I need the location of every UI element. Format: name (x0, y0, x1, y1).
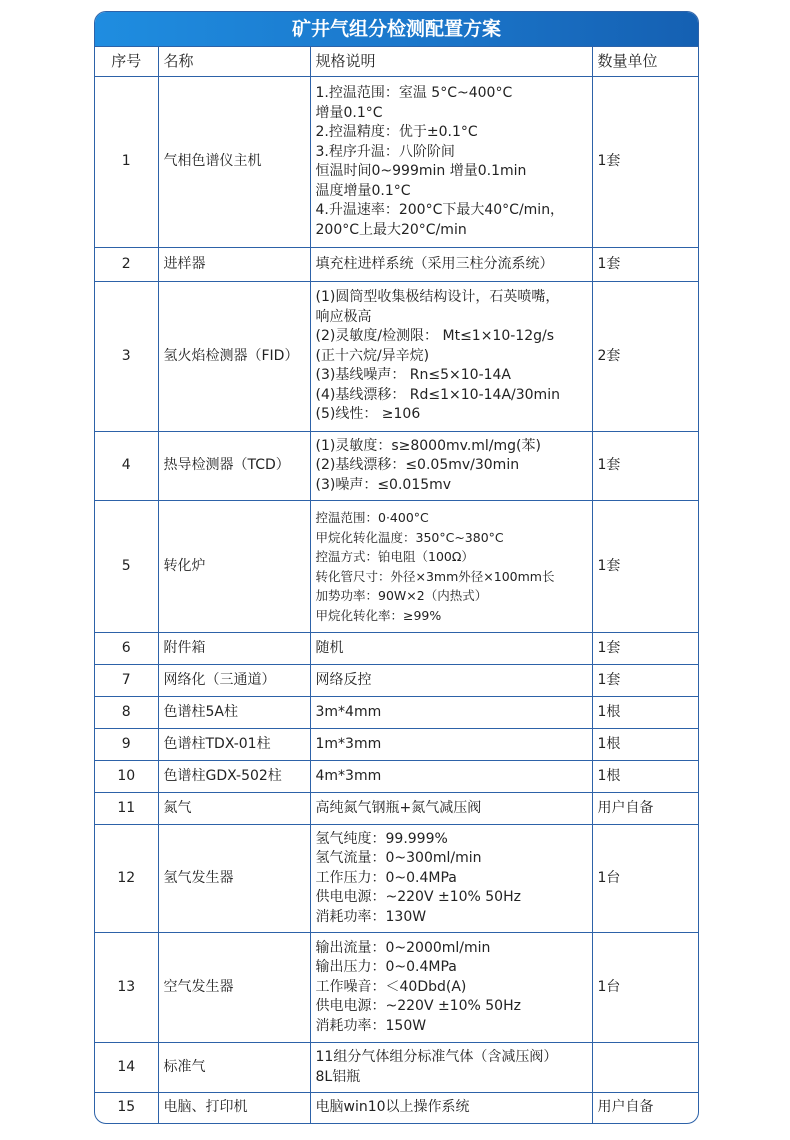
table-row (95, 1043, 698, 1093)
spec-line: 温度增量0.1°C (315, 182, 411, 199)
item-quantity: 用户自备 (592, 793, 698, 825)
spec-line: (3)噪声：≤0.015mv (315, 476, 452, 493)
item-quantity: 1套 (592, 665, 698, 697)
spec-line: 甲烷化转化温度：350°C~380°C (315, 529, 504, 545)
table-row (95, 665, 698, 697)
table-title: 矿井气组分检测配置方案 (95, 12, 698, 46)
spec-line: 控温方式：铂电阻（100Ω） (315, 549, 474, 564)
item-spec (310, 793, 592, 825)
spec-line: 1.控温范围：室温 5°C~400°C (315, 85, 513, 101)
spec-line: (4)基线漂移： Rd≤1×10-14A/30min (315, 386, 560, 403)
row-number: 11 (95, 793, 158, 825)
item-name: 电脑、打印机 (158, 1093, 310, 1123)
table-row (95, 432, 698, 501)
row-number: 3 (95, 282, 158, 432)
row-number: 4 (95, 432, 158, 501)
item-spec (310, 761, 592, 793)
spec-line: 200°C上最大20°C/min (315, 221, 467, 238)
item-quantity: 1根 (592, 761, 698, 793)
item-name: 色谱柱5A柱 (158, 697, 310, 729)
item-spec (310, 501, 592, 633)
item-name: 空气发生器 (158, 933, 310, 1043)
item-name: 进样器 (158, 248, 310, 282)
spec-line: (2)灵敏度/检测限： Mt≤1×10-12g/s (315, 328, 555, 345)
table-row (95, 729, 698, 761)
spec-line: 2.控温精度：优于±0.1°C (315, 124, 478, 140)
item-quantity (592, 1043, 698, 1093)
spec-line: 高纯氮气钢瓶+氮气减压阀 (315, 799, 482, 816)
spec-line: (5)线性： ≥106 (315, 406, 421, 423)
spec-line: 8L铝瓶 (315, 1068, 361, 1085)
spec-line: 1m*3mm (315, 735, 382, 752)
spec-line: 填充柱进样系统（采用三柱分流系统） (315, 255, 554, 272)
spec-line: 3m*4mm (315, 703, 382, 720)
spec-line: (1)圆筒型收集极结构设计，石英喷嘴， (315, 289, 560, 306)
item-spec (310, 933, 592, 1043)
item-spec (310, 248, 592, 282)
spec-line: 输出流量：0~2000ml/min (315, 939, 491, 956)
row-number: 15 (95, 1093, 158, 1123)
item-quantity: 1套 (592, 501, 698, 633)
spec-line: 工作压力：0~0.4MPa (315, 869, 457, 886)
spec-line: 控温范围：0·400°C (315, 510, 429, 525)
row-number: 6 (95, 633, 158, 665)
table-row (95, 501, 698, 633)
item-quantity: 1根 (592, 729, 698, 761)
spec-line: 供电电源：~220V ±10% 50Hz (315, 998, 521, 1015)
spec-line: 氢气流量：0~300ml/min (315, 850, 482, 867)
spec-line: 供电电源：~220V ±10% 50Hz (315, 889, 521, 906)
item-name: 网络化（三通道） (158, 665, 310, 697)
item-quantity: 2套 (592, 282, 698, 432)
row-number: 9 (95, 729, 158, 761)
config-table-card (94, 11, 699, 1124)
spec-line: 响应极高 (315, 308, 372, 325)
item-name: 标准气 (158, 1043, 310, 1093)
row-number: 1 (95, 77, 158, 248)
item-spec (310, 825, 592, 933)
item-spec (310, 282, 592, 432)
row-number: 13 (95, 933, 158, 1043)
header-qty: 数量单位 (592, 47, 698, 77)
header-spec: 规格说明 (310, 47, 592, 77)
item-name: 色谱柱TDX-01柱 (158, 729, 310, 761)
item-quantity: 1套 (592, 248, 698, 282)
item-name: 氢气发生器 (158, 825, 310, 933)
table-row (95, 282, 698, 432)
table-row (95, 248, 698, 282)
spec-line: 恒温时间0~999min 增量0.1min (315, 163, 527, 179)
table-row (95, 761, 698, 793)
spec-line: 消耗功率：150W (315, 1017, 427, 1034)
table-row (95, 77, 698, 248)
spec-line: 随机 (315, 639, 344, 656)
spec-line: 转化管尺寸：外径×3mm外径×100mm长 (315, 568, 555, 584)
spec-line: 甲烷化转化率：≥99% (315, 607, 442, 623)
item-name: 转化炉 (158, 501, 310, 633)
config-table (95, 46, 698, 1123)
row-number: 14 (95, 1043, 158, 1093)
spec-line: 4m*3mm (315, 767, 382, 784)
table-row (95, 933, 698, 1043)
spec-line: 11组分气体组分标准气体（含减压阀） (315, 1049, 558, 1065)
item-quantity: 用户自备 (592, 1093, 698, 1123)
item-quantity: 1根 (592, 697, 698, 729)
spec-line: 网络反控 (315, 671, 372, 688)
row-number: 2 (95, 248, 158, 282)
item-spec (310, 633, 592, 665)
header-no: 序号 (95, 47, 158, 77)
item-name: 附件箱 (158, 633, 310, 665)
item-quantity: 1套 (592, 633, 698, 665)
spec-line: 氢气纯度：99.999% (315, 830, 448, 847)
table-row (95, 697, 698, 729)
row-number: 8 (95, 697, 158, 729)
row-number: 7 (95, 665, 158, 697)
spec-line: (1)灵敏度：s≥8000mv.ml/mg(苯) (315, 437, 541, 454)
row-number: 5 (95, 501, 158, 633)
item-spec (310, 665, 592, 697)
header-name: 名称 (158, 47, 310, 77)
spec-line: 增量0.1°C (315, 104, 383, 121)
row-number: 12 (95, 825, 158, 933)
item-name: 热导检测器（TCD） (158, 432, 310, 501)
item-spec (310, 729, 592, 761)
spec-line: 输出压力：0~0.4MPa (315, 959, 457, 976)
spec-line: 加势功率：90W×2（内热式） (315, 588, 488, 603)
table-row (95, 793, 698, 825)
spec-line: 电脑win10以上操作系统 (315, 1099, 470, 1115)
item-spec (310, 697, 592, 729)
item-name: 氢火焰检测器（FID） (158, 282, 310, 432)
item-spec (310, 432, 592, 501)
spec-line: 消耗功率：130W (315, 908, 427, 925)
item-name: 氮气 (158, 793, 310, 825)
item-quantity: 1套 (592, 432, 698, 501)
header-row (95, 47, 698, 77)
spec-line: 工作噪音：＜40Dbd(A) (315, 978, 467, 995)
item-spec (310, 1043, 592, 1093)
spec-line: (3)基线噪声： Rn≤5×10-14A (315, 367, 512, 384)
item-spec (310, 77, 592, 248)
spec-line: (正十六烷/异辛烷) (315, 347, 430, 364)
item-quantity: 1套 (592, 77, 698, 248)
spec-line: (2)基线漂移：≤0.05mv/30min (315, 457, 520, 474)
item-quantity: 1台 (592, 825, 698, 933)
table-row (95, 1093, 698, 1123)
spec-line: 4.升温速率：200°C下最大40°C/min， (315, 202, 565, 218)
table-row (95, 633, 698, 665)
spec-line: 3.程序升温：八阶阶间 (315, 143, 455, 160)
item-name: 色谱柱GDX-502柱 (158, 761, 310, 793)
item-quantity: 1台 (592, 933, 698, 1043)
item-name: 气相色谱仪主机 (158, 77, 310, 248)
row-number: 10 (95, 761, 158, 793)
table-row (95, 825, 698, 933)
item-spec (310, 1093, 592, 1123)
